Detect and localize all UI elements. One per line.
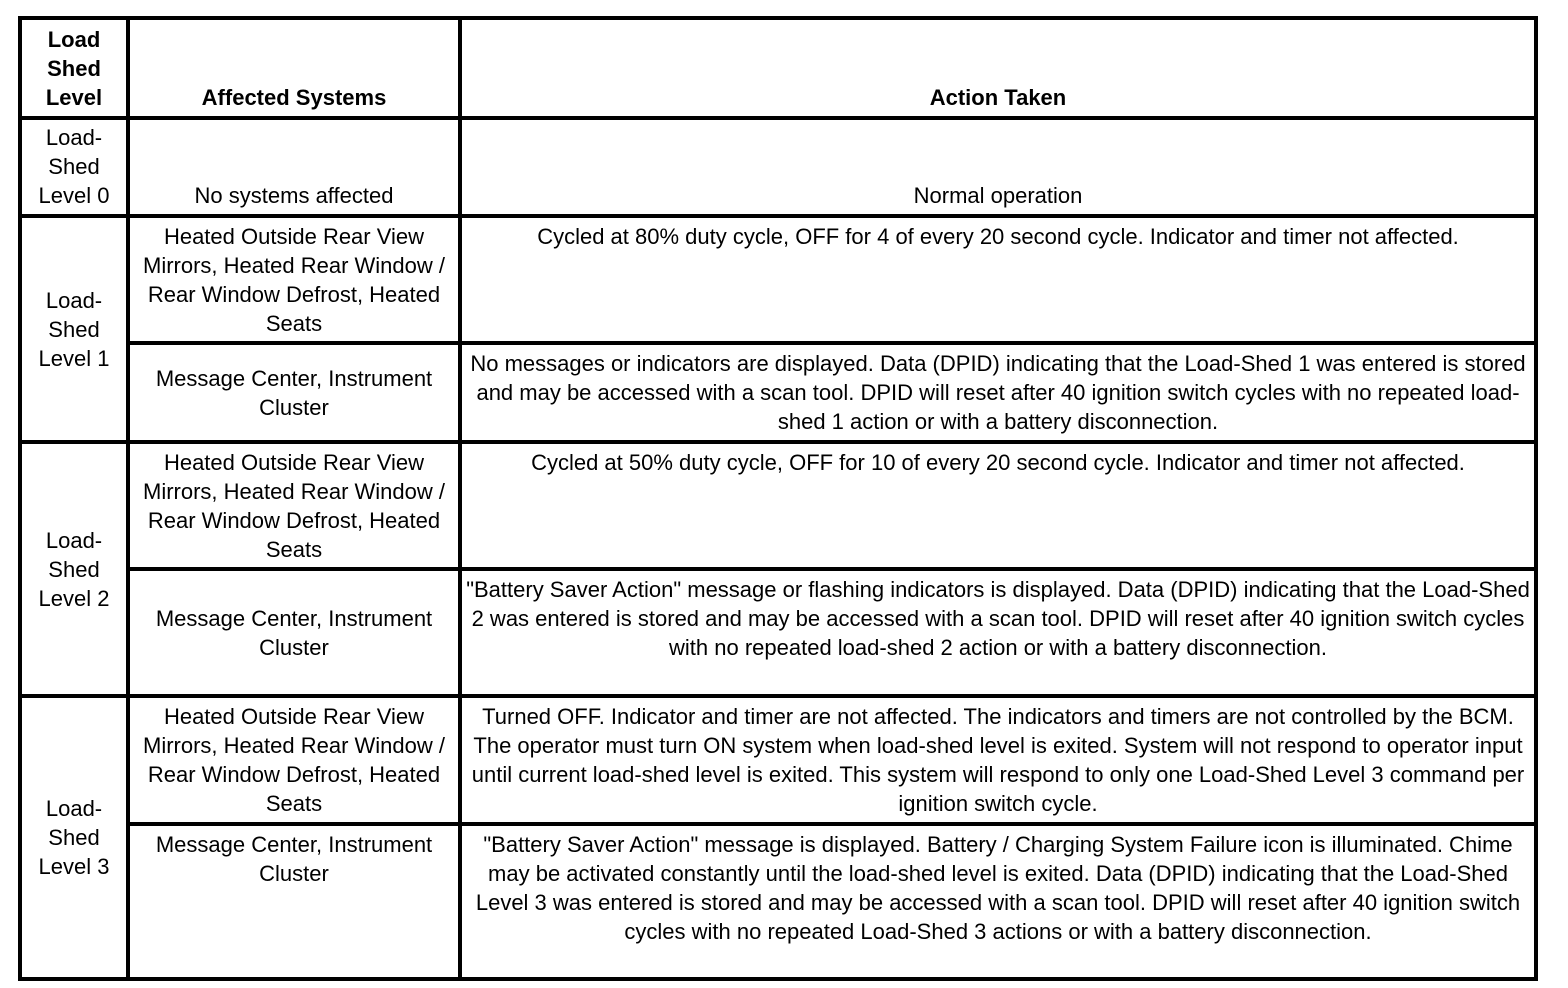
header-action-taken: Action Taken <box>460 18 1536 118</box>
table-row <box>20 442 1536 569</box>
table-row <box>20 696 1536 824</box>
systems-cell: Message Center, Instrument Cluster <box>128 824 460 979</box>
level-cell: Load-Shed Level 3 <box>20 696 128 979</box>
systems-cell: Heated Outside Rear View Mirrors, Heated Rear Window / Rear Window Defrost, Heated Seats <box>128 216 460 343</box>
header-load-shed-level: Load Shed Level <box>20 18 128 118</box>
systems-cell: Message Center, Instrument Cluster <box>128 343 460 442</box>
action-cell: "Battery Saver Action" message or flashing indicators is displayed. Data (DPID) indicating that the Load-Shed 2 was entered is stored and may be accessed with a scan tool. DPID will reset after 40 ignition switch cycles with no repeated load-shed 2 action or with a battery disconnection. <box>460 569 1536 696</box>
table-row <box>20 569 1536 696</box>
level-cell: Load-Shed Level 2 <box>20 442 128 696</box>
action-cell: "Battery Saver Action" message is displayed. Battery / Charging System Failure icon is illuminated. Chime may be activated constantly until the load-shed level is exited. Data (DPID) indicating that the Load-Shed Level 3 was entered is stored and may be accessed with a scan tool. DPID will reset after 40 ignition switch cycles with no repeated Load-Shed 3 actions or with a battery disconnection. <box>460 824 1536 979</box>
action-cell: Cycled at 50% duty cycle, OFF for 10 of every 20 second cycle. Indicator and timer not affected. <box>460 442 1536 569</box>
table-row <box>20 824 1536 979</box>
action-cell: Turned OFF. Indicator and timer are not affected. The indicators and timers are not controlled by the BCM. The operator must turn ON system when load-shed level is exited. System will not respond to operator input until current load-shed level is exited. This system will respond to only one Load-Shed Level 3 command per ignition switch cycle. <box>460 696 1536 824</box>
systems-cell: No systems affected <box>128 118 460 216</box>
action-cell: No messages or indicators are displayed. Data (DPID) indicating that the Load-Shed 1 was entered is stored and may be accessed with a scan tool. DPID will reset after 40 ignition switch cycles with no repeated load-shed 1 action or with a battery disconnection. <box>460 343 1536 442</box>
action-cell: Normal operation <box>460 118 1536 216</box>
systems-cell: Heated Outside Rear View Mirrors, Heated Rear Window / Rear Window Defrost, Heated Seats <box>128 696 460 824</box>
table-row <box>20 118 1536 216</box>
header-affected-systems: Affected Systems <box>128 18 460 118</box>
load-shed-table-container <box>18 16 1534 981</box>
header-row <box>20 18 1536 118</box>
systems-cell: Message Center, Instrument Cluster <box>128 569 460 696</box>
table-row <box>20 343 1536 442</box>
load-shed-table <box>18 16 1538 981</box>
table-row <box>20 216 1536 343</box>
action-cell: Cycled at 80% duty cycle, OFF for 4 of every 20 second cycle. Indicator and timer not affected. <box>460 216 1536 343</box>
systems-cell: Heated Outside Rear View Mirrors, Heated Rear Window / Rear Window Defrost, Heated Seats <box>128 442 460 569</box>
level-cell: Load-Shed Level 1 <box>20 216 128 442</box>
level-cell: Load-Shed Level 0 <box>20 118 128 216</box>
